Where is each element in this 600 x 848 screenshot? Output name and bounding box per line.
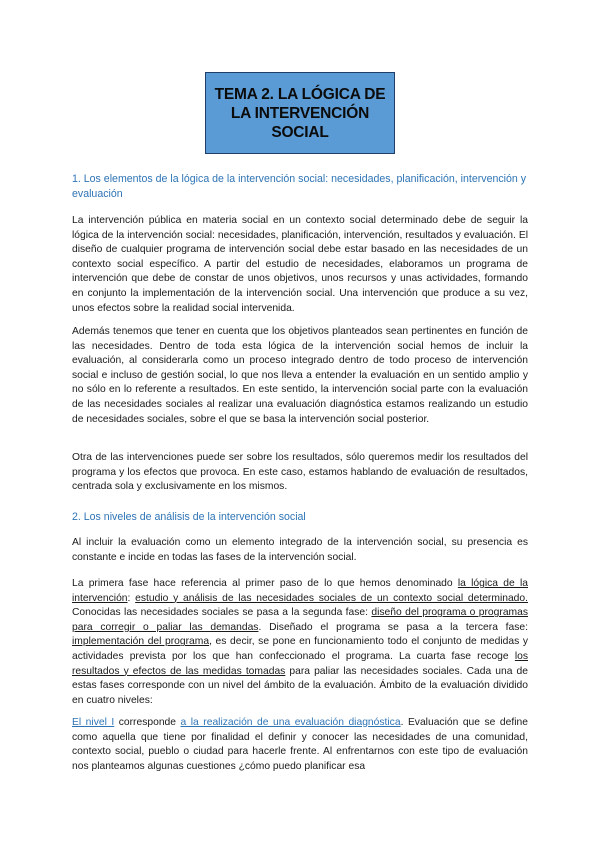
text-run: corresponde — [114, 717, 181, 728]
underlined-phase-3: implementación del programa — [72, 636, 210, 648]
section-2-heading: 2. Los niveles de análisis de la intervención social — [72, 511, 306, 523]
text-run: para paliar las necesidades sociales. Cada una de estas fases corresponde con un nivel del ámbito de la evaluación. Ámbito de la evaluación dividido en cuatro niveles: — [72, 665, 528, 706]
underlined-phase-1: estudio y análisis de las necesidades sociales de un contexto social determinado. — [135, 592, 528, 604]
section-2-paragraph-3 — [72, 716, 528, 774]
underlined-phase-2: diseño del programa o programas para corregir o paliar las demandas — [72, 607, 528, 633]
title-line-2: LA INTERVENCIÓN — [230, 104, 370, 122]
section-1-paragraph-1: La intervención pública en materia social en un contexto social determinado debe de seguir la lógica de la intervención social: necesidades, planificación, intervención, resultados y evaluación. El diseño de cualquier programa de intervención social debe estar basado en las necesidades de un contexto social específico. A partir del estudio de necesidades, elaboramos un programa de intervención que debe de constar de unos objetivos, unos recursos y unas actividades, formando en conjunto la implementación de la intervención social. Una intervención que produce a su vez, unos efectos sobre la realidad social intervenida. — [72, 215, 528, 314]
text-run: : — [127, 592, 136, 604]
text-run: , es decir, se pone en funcionamiento todo el conjunto de medidas y actividades prevista por los que han confeccionado el programa. La cuarta fase recoge — [72, 636, 528, 662]
text-run: . Evaluación que se define como aquella que tiene por finalidad el definir y conocer las necesidades de una comunidad, contexto social, pueblo o ciudad para hacerle frente. Al enfrentarnos con este tipo de evaluación nos planteamos algunas cuestiones ¿cómo puedo planificar esa — [72, 717, 528, 772]
diagnostic-evaluation-link[interactable]: a la realización de una evaluación diagnóstica — [180, 717, 401, 728]
title-box — [205, 72, 395, 154]
underlined-logic-term: la lógica de la intervención — [72, 578, 528, 604]
section-1-paragraph-3: Otra de las intervenciones puede ser sobre los resultados, sólo queremos medir los resultados del programa y los efectos que provoca. En este caso, estamos hablando de evaluación de resultados, centrada sola y exclusivamente en los mismos. — [72, 452, 528, 493]
text-run: Conocidas las necesidades sociales se pasa a la segunda fase: — [72, 607, 372, 619]
level-1-link[interactable]: El nivel I — [72, 717, 115, 728]
section-2-paragraph-2 — [72, 577, 528, 708]
title-line-1: TEMA 2. LA LÓGICA DE — [214, 85, 386, 103]
title-line-3: SOCIAL — [271, 123, 329, 141]
underlined-phase-4: los resultados y efectos de las medidas tomadas — [72, 650, 528, 677]
section-1-heading: 1. Los elementos de la lógica de la intervención social: necesidades, planificación, intervención y evaluación — [72, 173, 527, 200]
section-1-paragraph-2: Además tenemos que tener en cuenta que los objetivos planteados sean pertinentes en función de las necesidades. Dentro de toda esta lógica de la intervención social hemos de incluir la evaluación, al considerarla como un proceso integrado dentro de todo proceso de intervención social e incluso de gestión social, lo que nos lleva a entender la evaluación en un sentido amplio y no sólo en lo referente a resultados. En este sentido, la intervención social parte con la evaluación de las necesidades sociales al realizar una evaluación diagnóstica estamos realizando un estudio de necesidades sociales, sobre el que se basa la intervención social posterior. — [72, 326, 528, 425]
text-run: . Diseñado el programa se pasa a la tercera fase: — [258, 621, 528, 633]
section-2-paragraph-1: Al incluir la evaluación como un elemento integrado de la intervención social, su presencia es constante e incide en todas las fases de la intervención social. — [72, 537, 528, 563]
text-run: La primera fase hace referencia al primer paso de lo que hemos denominado — [72, 578, 458, 589]
